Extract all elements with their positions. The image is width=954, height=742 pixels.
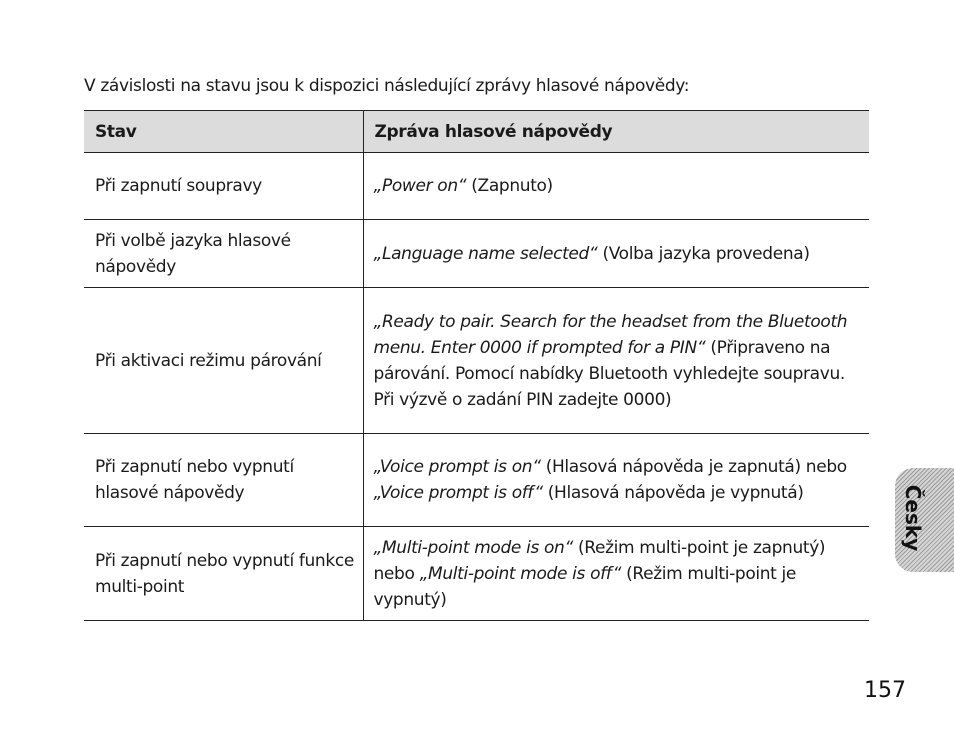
- state-cell: Při aktivaci režimu párování: [84, 288, 363, 434]
- prompt-text: „Power on“: [373, 176, 467, 196]
- message-cell: [363, 288, 869, 434]
- table-header-row: [84, 111, 869, 153]
- intro-text: V závislosti na stavu jsou k dispozici následující zprávy hlasové nápovědy:: [84, 76, 690, 96]
- language-tab-label: Česky: [901, 484, 925, 552]
- prompt-text: „Voice prompt is off“: [373, 483, 543, 503]
- state-cell: Při zapnutí nebo vypnutí hlasové nápovědy: [84, 434, 363, 527]
- column-header-message: Zpráva hlasové nápovědy: [363, 111, 869, 153]
- translation-text: (Hlasová nápověda je vypnutá): [542, 483, 804, 503]
- translation-text: (Hlasová nápověda je zapnutá) nebo: [540, 457, 847, 477]
- column-header-state: Stav: [84, 111, 363, 153]
- voice-prompt-table: [84, 110, 869, 621]
- prompt-text: „Language name selected“: [373, 243, 598, 264]
- page-number: 157: [864, 678, 906, 703]
- state-cell: Při zapnutí nebo vypnutí funkce multi-point: [84, 527, 363, 621]
- prompt-text: „Multi-point mode is off“: [419, 563, 622, 584]
- prompt-text: „Voice prompt is on“: [373, 457, 541, 477]
- prompt-text: „Multi-point mode is on“: [373, 537, 573, 558]
- translation-text: (Režim multi-point je vypnutý): [373, 563, 797, 610]
- table-row: [84, 434, 869, 527]
- message-cell: [363, 153, 869, 220]
- prompt-text: „Ready to pair. Search for the headset from the Bluetooth menu. Enter 0000 if prompted for a PIN“: [373, 311, 848, 358]
- translation-text: (Volba jazyka provedena): [597, 243, 810, 264]
- table-row: [84, 220, 869, 288]
- translation-text: (Připraveno na párování. Pomocí nabídky Bluetooth vyhledejte soupravu. Při výzvě o zadání PIN zadejte 0000): [373, 337, 845, 410]
- message-cell: [363, 527, 869, 621]
- message-cell: [363, 434, 869, 527]
- translation-text: (Zapnuto): [466, 176, 553, 196]
- table-row: [84, 288, 869, 434]
- language-side-tab: [895, 468, 954, 572]
- message-cell: [363, 220, 869, 288]
- table-row: [84, 153, 869, 220]
- translation-text: (Režim multi-point je zapnutý) nebo: [373, 537, 826, 584]
- state-cell: Při volbě jazyka hlasové nápovědy: [84, 220, 363, 288]
- state-cell: Při zapnutí soupravy: [84, 153, 363, 220]
- table-row: [84, 527, 869, 621]
